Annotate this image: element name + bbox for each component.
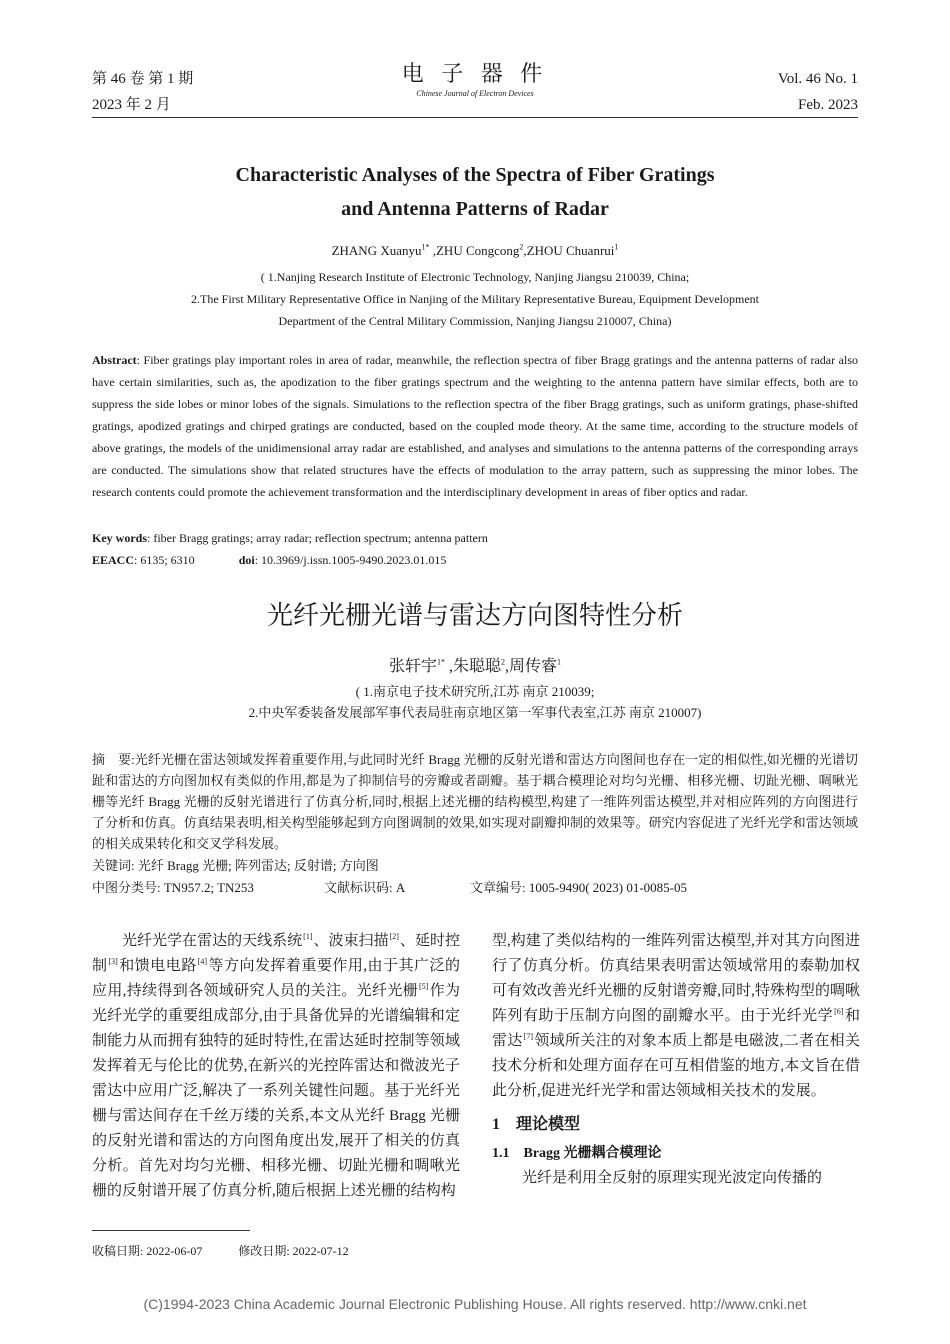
intro-cont-b: 和雷达 bbox=[492, 1008, 860, 1049]
intro-text-b: 、波束扫描 bbox=[313, 933, 389, 949]
affiliations-cn bbox=[92, 681, 858, 723]
affil-cn-2: 2.中央军委装备发展部军事代表局驻南京地区第一军事代表室,江苏 南京 210007) bbox=[248, 705, 702, 720]
volume-cn: 第 46 卷 第 1 期 bbox=[92, 71, 194, 87]
header-volume-info-en bbox=[778, 66, 858, 118]
theory-paragraph: 光纤是利用全反射的原理实现光波定向传播的 bbox=[522, 1170, 823, 1186]
citation-1[interactable]: [1] bbox=[303, 932, 313, 941]
affil-en-2: 2.The First Military Representative Office in Nanjing of the Military Representative Bureau, Equipment Development bbox=[191, 292, 759, 306]
affiliations-en bbox=[92, 266, 858, 332]
keywords-en bbox=[92, 527, 858, 549]
journal-name-cn: 电 子 器 件 bbox=[401, 61, 549, 86]
author-en-1: ZHANG Xuanyu bbox=[331, 243, 422, 258]
doi-text: : 10.3969/j.issn.1005-9490.2023.01.015 bbox=[254, 553, 447, 567]
body-column-right bbox=[492, 929, 860, 1191]
footnote-dates bbox=[92, 1242, 349, 1259]
section-heading-1: 1 理论模型 bbox=[492, 1116, 581, 1133]
author-cn-3-sup: 1 bbox=[557, 657, 562, 667]
copyright-line: (C)1994-2023 China Academic Journal Electronic Publishing House. All rights reserved. http://www.cnki.net bbox=[143, 1296, 807, 1312]
citation-3[interactable]: [3] bbox=[108, 957, 118, 966]
citation-6[interactable]: [6] bbox=[834, 1007, 844, 1016]
clc-number: 中图分类号: TN957.2; TN253 bbox=[92, 880, 254, 895]
intro-text-a: 光纤光学在雷达的天线系统 bbox=[122, 933, 303, 949]
journal-masthead bbox=[375, 60, 575, 100]
title-cn: 光纤光栅光谱与雷达方向图特性分析 bbox=[266, 601, 683, 630]
header-volume-info bbox=[92, 66, 193, 118]
doi-label: doi bbox=[238, 553, 255, 567]
title-en bbox=[92, 158, 858, 226]
subsection-heading-1-1: 1.1 Bragg 光栅耦合模理论 bbox=[492, 1146, 662, 1161]
intro-text-e: 等方向发挥着重要作用,由于其广泛的应用,持续得到各领域研究人员的关注。光纤光栅 bbox=[92, 958, 460, 999]
authors-en bbox=[92, 243, 858, 259]
intro-paragraph bbox=[92, 929, 460, 1204]
citation-2[interactable]: [2] bbox=[389, 932, 399, 941]
received-date: 收稿日期: 2022-06-07 bbox=[92, 1244, 203, 1258]
keywords-en-text: : fiber Bragg gratings; array radar; reflection spectrum; antenna pattern bbox=[147, 531, 488, 545]
title-en-line1: Characteristic Analyses of the Spectra of Fiber Gratings bbox=[235, 164, 715, 186]
keywords-cn: 关键词: 光纤 Bragg 光栅; 阵列雷达; 反射谱; 方向图 bbox=[92, 858, 379, 873]
citation-4[interactable]: [4] bbox=[197, 957, 208, 966]
intro-cont-c: 领域所关注的对象本质上都是电磁波,二者在相关技术分析和处理方面存在可互相借鉴的地方,本文旨在借此分析,促进光纤光学和雷达领域相关技术的发展。 bbox=[492, 1033, 860, 1099]
intro-text-f: 作为光纤光学的重要组成部分,由于具备优异的光谱编辑和定制能力从而拥有独特的延时特性,在雷达延时控制等领域发挥着无与伦比的优势,在新兴的光控阵雷达和微波光子雷达中应用广泛,解决了一系列关键性问题。基于光纤光栅与雷达间存在千丝万缕的关系,本文从光纤 Bragg 光栅的反射光谱和雷达的方向图角度出发,展开了相关的仿真分析。首先对均匀光栅、相移光栅、切趾光栅和啁啾光栅的反射谱开展了仿真分析,随后根据上述光栅的结构构 bbox=[92, 983, 460, 1199]
intro-text-c: 、延时控制 bbox=[92, 933, 460, 974]
author-cn-2: ,朱聪聪 bbox=[444, 658, 501, 675]
footnote-rule bbox=[92, 1230, 250, 1231]
eeacc-label: EEACC bbox=[92, 553, 135, 567]
article-number: 文章编号: 1005-9490( 2023) 01-0085-05 bbox=[470, 880, 688, 895]
intro-text-d: 和馈电电路 bbox=[118, 958, 197, 974]
intro-cont-a: 型,构建了类似结构的一维阵列雷达模型,并对其方向图进行了仿真分析。仿真结果表明雷达领域常用的泰勒加权可有效改善光纤光栅的反射谱旁瓣,同时,特殊构型的啁啾阵列有助于压制方向图的副瓣水平。由于光纤光学 bbox=[492, 933, 860, 1024]
author-en-3-sup: 1 bbox=[614, 242, 619, 252]
abstract-en-text: : Fiber gratings play important roles in area of radar, meanwhile, the reflection spectra of fiber Bragg gratings and the antenna patterns of radar also have certain similarities, such as, the apodization to the fiber gratings spectrum and the weighting to the antenna pattern have similar effects, both are to suppress the side lobes or minor lobes of the signals. Simulations to the reflection spectra of the fiber Bragg gratings, such as uniform gratings, phase-shifted gratings, apodized gratings and chirped gratings are conducted, based on the coupled mode theory. At the same time, according to the structure models of above gratings, the models of the unidimensional array radar are established, and analyses and simulations to the antenna patterns of the corresponding arrays are conducted. The simulations show that related structures have the effects of modulation to the array pattern, such as suppressing the minor lobes. The research contents could promote the achievement transformation and the interdisciplinary development in areas of fiber optics and radar. bbox=[92, 353, 858, 499]
eeacc-doi-line bbox=[92, 549, 858, 571]
header-rule bbox=[92, 117, 858, 118]
abstract-cn-text: :光纤光栅在雷达领域发挥着重要作用,与此同时光纤 Bragg 光栅的反射光谱和雷达方向图间也存在一定的相似性,如光栅的光谱切趾和雷达的方向图加权有类似的作用,都是为了抑制信号的旁瓣或者副瓣。基于耦合模理论对均匀光栅、相移光栅、切趾光栅、啁啾光栅等光纤 Bragg 光栅的反射光谱进行了仿真分析,同时,根据上述光栅的结构模型,构建了一维阵列雷达模型,并对相应阵列的方向图进行了分析和仿真。仿真结果表明,相关构型能够起到方向图调制的效果,如实现对副瓣抑制的效果等。研究内容促进了光纤光学和雷达领域的相关成果转化和交叉学科发展。 bbox=[92, 752, 858, 851]
citation-5[interactable]: [5] bbox=[419, 982, 429, 991]
abstract-en-label: Abstract bbox=[92, 353, 137, 367]
revised-date: 修改日期: 2022-07-12 bbox=[238, 1244, 349, 1258]
date-en: Feb. 2023 bbox=[798, 97, 858, 113]
date-cn: 2023 年 2 月 bbox=[92, 97, 171, 113]
author-en-2: ,ZHU Congcong bbox=[429, 243, 520, 258]
affil-cn-1: ( 1.南京电子技术研究所,江苏 南京 210039; bbox=[355, 684, 595, 699]
author-cn-1: 张轩宇 bbox=[388, 658, 437, 675]
body-column-left bbox=[92, 929, 460, 1204]
eeacc-text: : 6135; 6310 bbox=[134, 553, 195, 567]
author-en-2-sup: 2 bbox=[519, 242, 524, 252]
author-cn-2-sup: 2 bbox=[501, 657, 505, 667]
title-en-line2: and Antenna Patterns of Radar bbox=[341, 198, 609, 220]
citation-7[interactable]: [7] bbox=[523, 1032, 533, 1041]
author-cn-3: ,周传睿 bbox=[505, 658, 558, 675]
volume-en: Vol. 46 No. 1 bbox=[777, 71, 858, 87]
author-en-3: ,ZHOU Chuanrui bbox=[523, 243, 615, 258]
intro-paragraph-continued bbox=[492, 929, 860, 1104]
keywords-en-label: Key words bbox=[92, 531, 147, 545]
author-cn-1-sup: 1* bbox=[436, 657, 445, 667]
abstract-en bbox=[92, 349, 858, 503]
affil-en-3: Department of the Central Military Commission, Nanjing Jiangsu 210007, China) bbox=[278, 314, 672, 328]
abstract-cn bbox=[92, 749, 858, 854]
affil-en-1: ( 1.Nanjing Research Institute of Electronic Technology, Nanjing Jiangsu 210039, China; bbox=[260, 270, 690, 284]
author-en-1-sup: 1* bbox=[421, 242, 430, 252]
authors-cn bbox=[92, 653, 858, 676]
abstract-cn-label: 摘 要 bbox=[92, 752, 132, 767]
journal-name-en: Chinese Journal of Electron Devices bbox=[416, 89, 534, 98]
classification-line bbox=[92, 877, 858, 898]
document-code: 文献标识码: A bbox=[324, 880, 406, 895]
